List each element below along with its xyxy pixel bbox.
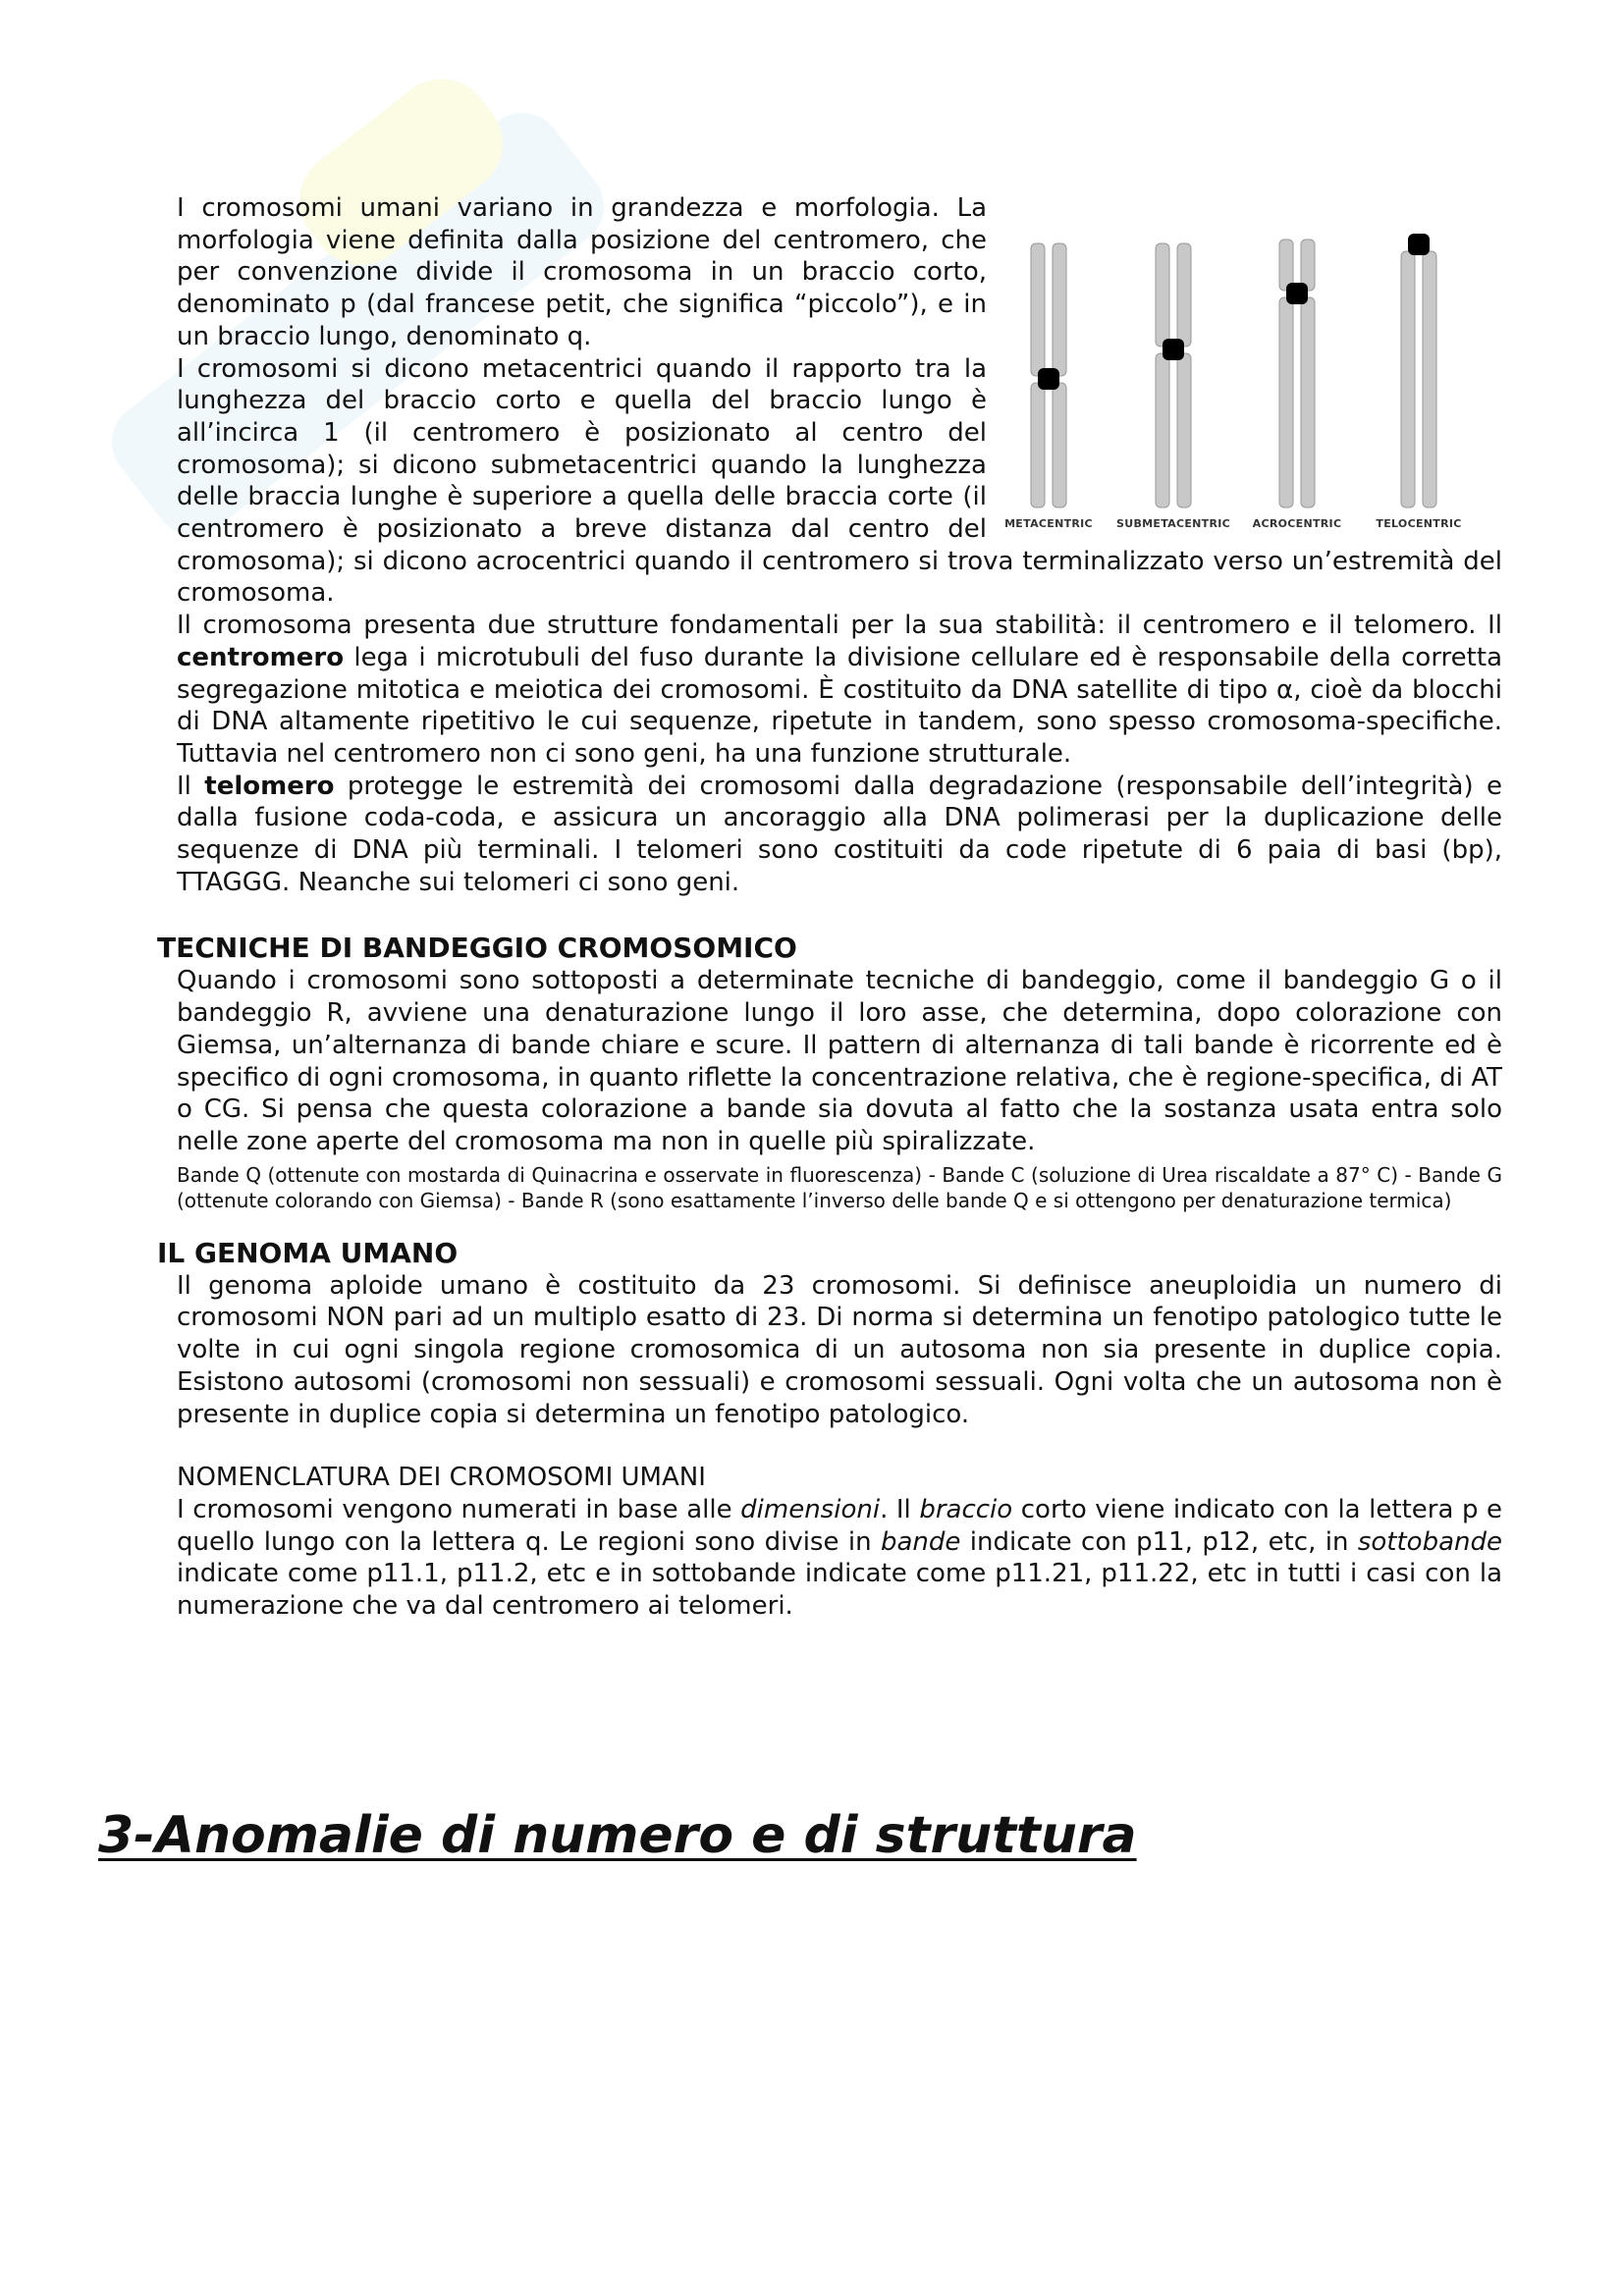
telocentric-chromosome — [1401, 234, 1436, 507]
label-submetacentric: SUBMETACENTRIC — [1116, 517, 1230, 530]
centromere-marker — [1163, 339, 1184, 360]
chromosome-types-figure — [1004, 214, 1502, 538]
label-acrocentric: ACROCENTRIC — [1252, 517, 1342, 530]
genome-heading: IL GENOMA UMANO — [157, 1236, 459, 1269]
term-telomero: telomero — [204, 771, 335, 801]
term-centromero: centromero — [177, 642, 345, 672]
acrocentric-chromosome — [1279, 240, 1315, 507]
intro-paragraph-4: Il telomero protegge le estremità dei cromosomi dalla degradazione (responsabile dell’integrità) e dalla fusione coda-coda, e assicura un ancoraggio alla DNA polimerasi per la duplicazione delle sequenze di DNA più terminali. I telomeri sono costituiti da code ripetute di 6 paia di basi (bp), TTAGGG. Neanche sui telomeri ci sono geni. — [177, 771, 1502, 897]
metacentric-chromosome — [1031, 243, 1066, 507]
banding-heading: TECNICHE DI BANDEGGIO CROMOSOMICO — [157, 932, 797, 965]
label-metacentric: METACENTRIC — [1004, 517, 1093, 530]
label-telocentric: TELOCENTRIC — [1376, 517, 1462, 530]
intro-paragraph-3: Il cromosoma presenta due strutture fondamentali per la sua stabilità: il centromero e il telomero. Il centromero lega i microtubuli del fuso durante la divisione cellulare ed è responsabile della corretta segregazione mitotica e meiotica dei cromosomi. È costituito da DNA satellite di tipo α, cioè da blocchi di DNA altamente ripetitivo le cui sequenze, ripetute in tandem, sono spesso cromosoma-specifiche. Tuttavia nel centromero non ci sono geni, ha una funzione strutturale. — [177, 611, 1502, 769]
centromere-marker — [1038, 368, 1059, 390]
centromere-marker — [1286, 283, 1308, 304]
nomenclature-paragraph: I cromosomi vengono numerati in base alle dimensioni. Il braccio corto viene indicato con la lettera p e quello lungo con la lettera q. Le regioni sono divise in bande indicate con p11, p12, etc, in sottobande indicate come p11.1, p11.2, etc e in sottobande indicate come p11.21, p11.22, etc in tutti i casi con la numerazione che va dal centromero ai telomeri. — [177, 1494, 1503, 1622]
genome-paragraph: Il genoma aploide umano è costituito da 23 cromosomi. Si definisce aneuploidia un numero di cromosomi NON pari ad un multiplo esatto di 23. Di norma si determina un fenotipo patologico tutte le volte in cui ogni singola regione cromosomica di un autosoma non sia presente in duplice copia. Esistono autosomi (cromosomi non sessuali) e cromosomi sessuali. Ogni volta che un autosoma non è presente in duplice copia si determina un fenotipo patologico. — [177, 1270, 1502, 1429]
page-content — [157, 192, 1503, 1623]
intro-paragraph-1: I cromosomi umani variano in grandezza e morfologia. La morfologia viene definita dalla posizione del centromero, che per convenzione divide il cromosoma in un braccio corto, denominato p (dal francese petit, che significa “piccolo”), e in un braccio lungo, denominato q. — [177, 193, 987, 351]
chapter-title: 3-Anomalie di numero e di struttura — [98, 1806, 1137, 1865]
intro-paragraph-2: I cromosomi si dicono metacentrici quando il rapporto tra la lunghezza del braccio corto e quella del braccio lungo è all’incirca 1 (il centromero è posizionato al centro del cromosoma); si dicono submetacentrici quando la lunghezza delle braccia lunghe è superiore a quella delle braccia corte (il centromero è posizionato a breve distanza dal centro del cromosoma); si dicono acrocentrici quando il centromero si trova terminalizzato verso un’estremità del cromosoma. — [177, 353, 1502, 609]
centromere-marker — [1408, 234, 1430, 255]
chromosome-diagram — [1016, 214, 1502, 508]
banding-note: Bande Q (ottenute con mostarda di Quinacrina e osservate in fluorescenza) - Bande C (soluzione di Urea riscaldate a 87° C) - Bande G (ottenute colorando con Giemsa) - Bande R (sono esattamente l’inverso delle bande Q e si ottengono per denaturazione termica) — [177, 1162, 1502, 1212]
nomenclature-title: NOMENCLATURA DEI CROMOSOMI UMANI — [177, 1463, 706, 1493]
spacer — [177, 1430, 1502, 1462]
submetacentric-chromosome — [1156, 243, 1191, 507]
banding-paragraph: Quando i cromosomi sono sottoposti a determinate tecniche di bandeggio, come il bandeggio G o il bandeggio R, avviene una denaturazione lungo il loro asse, che determina, dopo colorazione con Giemsa, un’alternanza di bande chiare e scure. Il pattern di alternanza di tali bande è ricorrente ed è specifico di ogni cromosoma, in quanto riflette la concentrazione relativa, che è regione-specifica, di AT o CG. Si pensa che questa colorazione a bande sia dovuta al fatto che la sostanza usata entra solo nelle zone aperte del cromosoma ma non in quelle più spiralizzate. — [177, 966, 1502, 1156]
